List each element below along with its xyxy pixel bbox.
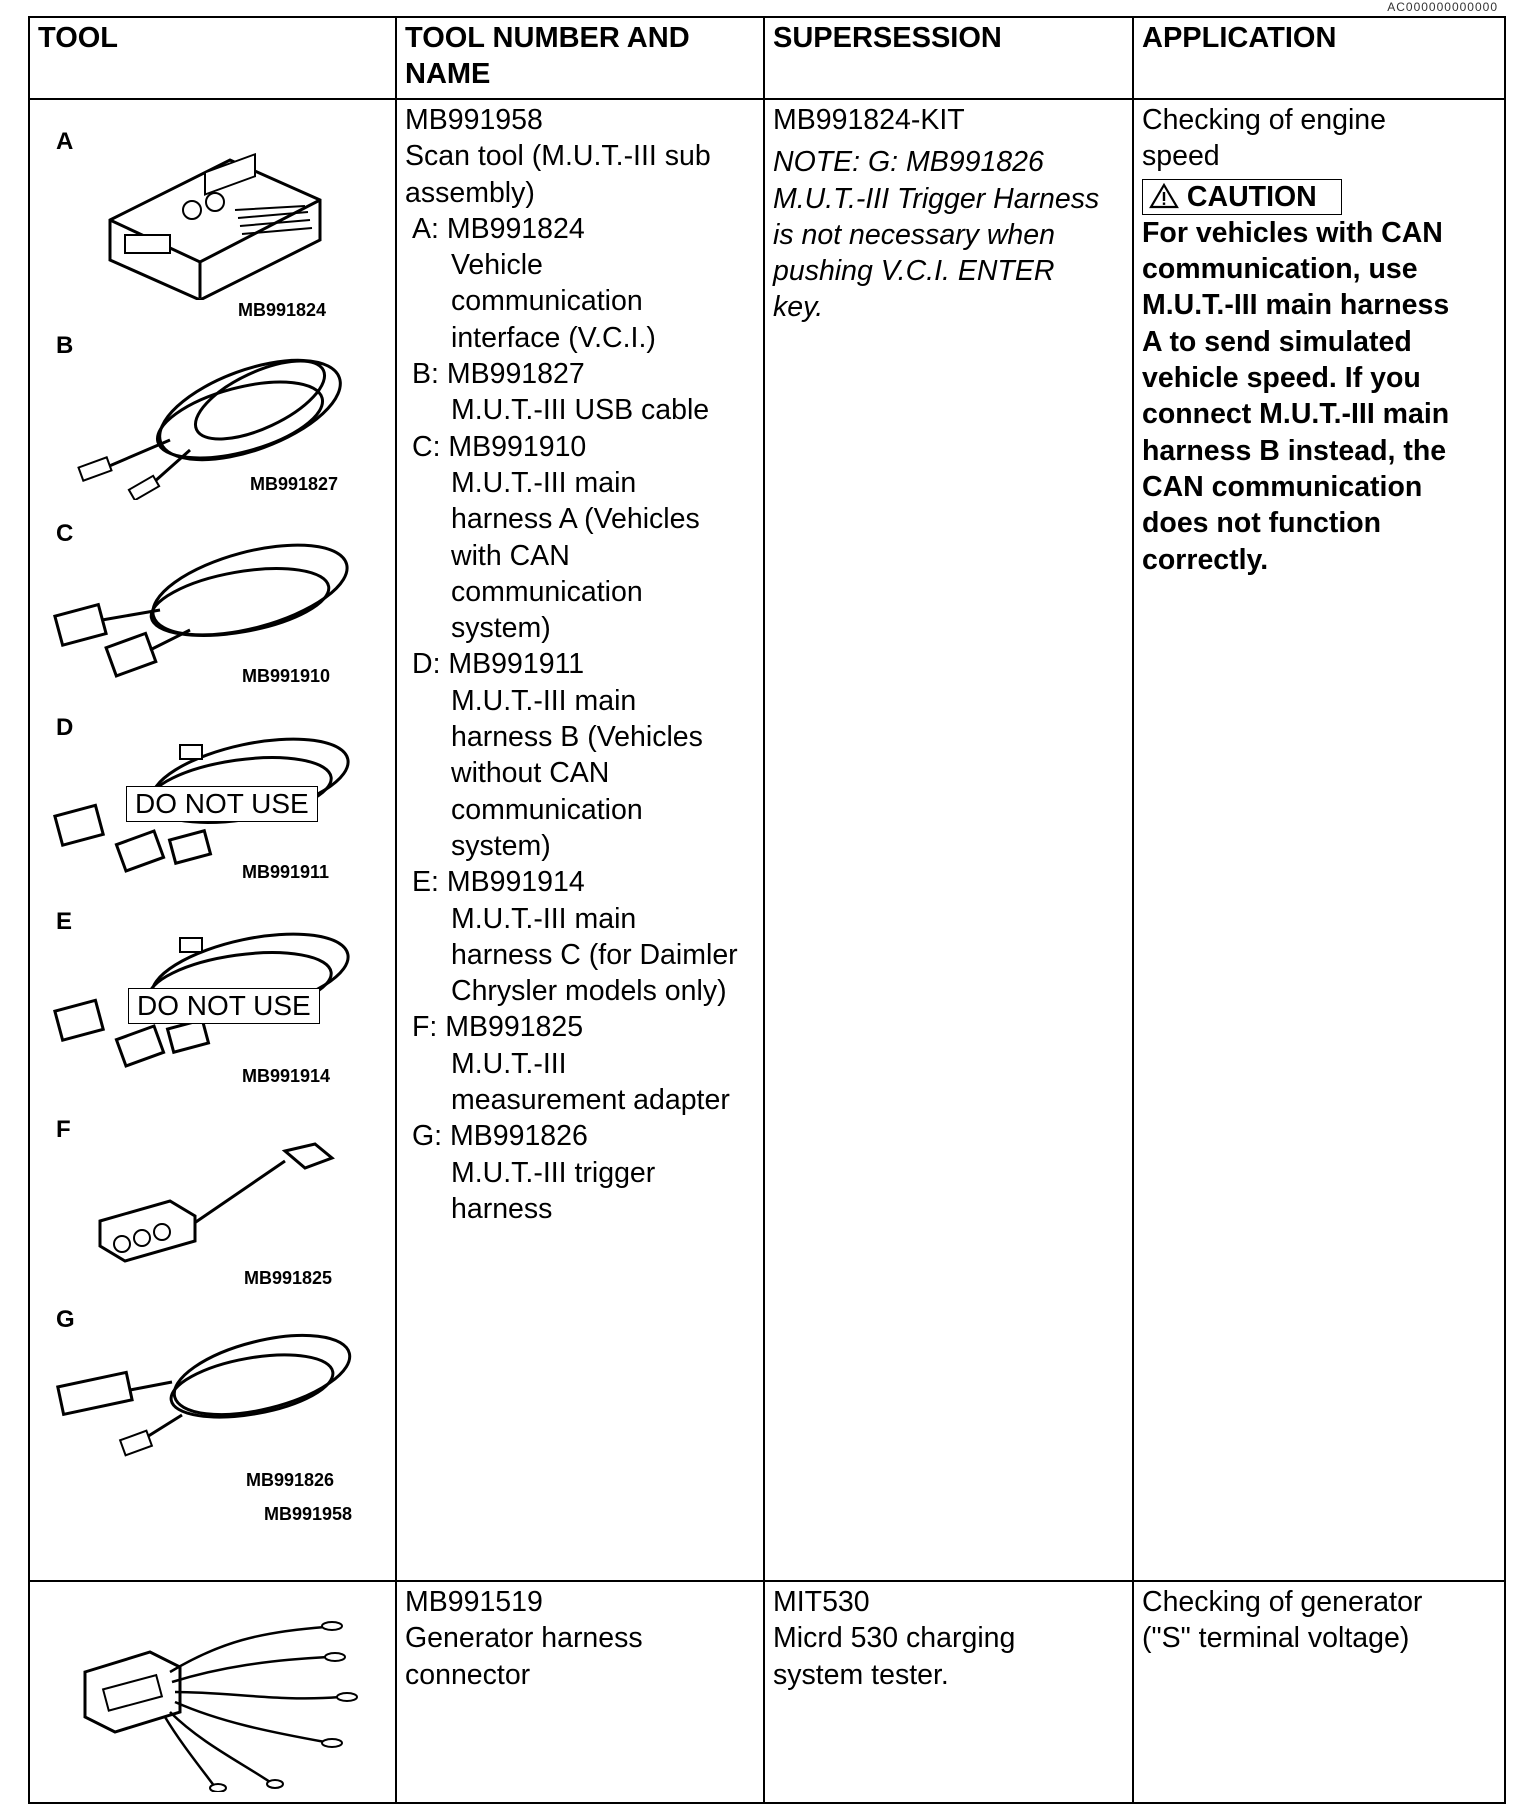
- supersession-line: Micrd 530 charging: [773, 1622, 1016, 1655]
- part-id: B: MB991827: [412, 358, 585, 391]
- tool-label-e: E: [56, 908, 73, 935]
- do-not-use-label-d: DO NOT USE: [126, 786, 318, 822]
- caution-label: CAUTION: [1186, 180, 1317, 213]
- table-row: [29, 99, 1505, 1581]
- main-harness-a-illustration: [50, 530, 370, 680]
- header-tool: TOOL: [29, 17, 396, 99]
- tool-number-name-cell: [396, 1581, 764, 1803]
- part-desc: M.U.T.-III trigger: [451, 1156, 656, 1189]
- warning-triangle-icon: [1149, 183, 1179, 209]
- caution-line: A to send simulated: [1142, 325, 1412, 358]
- note-line: M.U.T.-III Trigger Harness: [773, 182, 1100, 215]
- part-desc: M.U.T.-III USB cable: [451, 394, 710, 427]
- application-line: speed: [1142, 140, 1220, 173]
- application-cell: [1133, 1581, 1505, 1803]
- caution-text: [1142, 215, 1496, 578]
- measurement-adapter-illustration: [70, 1136, 350, 1276]
- part-desc: M.U.T.-III main: [451, 902, 637, 935]
- caution-line: connect M.U.T.-III main: [1142, 398, 1450, 431]
- part-number-f: MB991825: [244, 1268, 333, 1288]
- note-line: is not necessary when: [773, 218, 1055, 251]
- part-desc: with CAN: [451, 539, 570, 572]
- tool-illustration-cell: [29, 1581, 396, 1803]
- supersession-line: system tester.: [773, 1658, 949, 1691]
- part-desc: communication: [451, 285, 643, 318]
- caution-line: does not function: [1142, 507, 1382, 540]
- application-line: ("S" terminal voltage): [1142, 1622, 1410, 1655]
- tool-illustrations-cell: [29, 99, 396, 1581]
- header-supersession: SUPERSESSION: [764, 17, 1133, 99]
- part-number-kit: MB991958: [264, 1504, 353, 1524]
- part-desc: Vehicle: [451, 249, 543, 282]
- part-number-b: MB991827: [250, 474, 339, 494]
- header-row: [29, 17, 1505, 99]
- part-desc: M.U.T.-III main: [451, 466, 637, 499]
- do-not-use-label-e: DO NOT USE: [128, 988, 320, 1024]
- document-id: AC000000000000: [1387, 0, 1498, 14]
- tool-number: MB991519: [405, 1586, 543, 1618]
- trigger-harness-illustration: [52, 1320, 372, 1460]
- caution-line: vehicle speed. If you: [1142, 362, 1421, 395]
- tool-label-g: G: [56, 1306, 75, 1333]
- part-number-g: MB991826: [246, 1470, 335, 1490]
- supersession-cell: [764, 1581, 1133, 1803]
- header-application: APPLICATION: [1133, 17, 1505, 99]
- part-desc: M.U.T.-III: [451, 1047, 567, 1080]
- part-desc: M.U.T.-III main: [451, 684, 637, 717]
- tool-label-d: D: [56, 714, 74, 741]
- part-desc: system): [451, 612, 551, 645]
- part-id: D: MB991911: [412, 648, 585, 681]
- part-desc: without CAN: [451, 757, 610, 790]
- table-row: [29, 1581, 1505, 1803]
- special-tools-table: [28, 16, 1506, 1804]
- generator-harness-connector-illustration: [70, 1602, 370, 1792]
- part-id: E: MB991914: [412, 866, 585, 899]
- header-tool-number-name: TOOL NUMBER AND NAME: [396, 17, 764, 99]
- application-line: Checking of generator: [1142, 1586, 1423, 1618]
- supersession-cell: [764, 99, 1133, 1581]
- supersession-number: MB991824-KIT: [773, 104, 965, 136]
- caution-line: For vehicles with CAN: [1142, 216, 1443, 249]
- tool-number-name-cell: [396, 99, 764, 1581]
- note-line: NOTE: G: MB991826: [773, 146, 1044, 179]
- tool-name-line: Scan tool (M.U.T.-III sub: [405, 140, 711, 173]
- caution-line: CAN communication: [1142, 470, 1423, 503]
- tool-label-b: B: [56, 332, 74, 359]
- application-cell: [1133, 99, 1505, 1581]
- part-number-a: MB991824: [238, 300, 327, 320]
- part-desc: communication: [451, 793, 643, 826]
- part-number-e: MB991914: [242, 1066, 331, 1086]
- part-number-c: MB991910: [242, 666, 331, 686]
- part-id: G: MB991826: [412, 1120, 588, 1153]
- tool-label-f: F: [56, 1116, 71, 1143]
- part-id: F: MB991825: [412, 1011, 584, 1044]
- vci-illustration: [80, 140, 340, 300]
- supersession-line: MIT530: [773, 1586, 870, 1618]
- tool-label-a: A: [56, 128, 74, 155]
- tool-name-line: assembly): [405, 176, 535, 209]
- part-desc: interface (V.C.I.): [451, 321, 656, 354]
- tool-name-line: connector: [405, 1658, 531, 1691]
- part-id: A: MB991824: [412, 212, 585, 245]
- tool-label-c: C: [56, 520, 74, 547]
- part-desc: harness A (Vehicles: [451, 503, 700, 536]
- part-desc: harness C (for Daimler: [451, 938, 738, 971]
- tool-number: MB991958: [405, 104, 543, 136]
- part-desc: system): [451, 829, 551, 862]
- supersession-note: [773, 144, 1124, 325]
- note-line: key.: [773, 291, 824, 324]
- part-number-d: MB991911: [242, 862, 330, 882]
- part-desc: communication: [451, 575, 643, 608]
- caution-line: correctly.: [1142, 543, 1269, 576]
- application-line: Checking of engine: [1142, 104, 1387, 136]
- part-desc: measurement adapter: [451, 1084, 730, 1117]
- caution-box: [1142, 179, 1342, 215]
- note-line: pushing V.C.I. ENTER: [773, 255, 1055, 288]
- caution-line: harness B instead, the: [1142, 434, 1447, 467]
- part-id: C: MB991910: [412, 430, 587, 463]
- tool-name-line: Generator harness: [405, 1622, 643, 1655]
- caution-line: communication, use: [1142, 253, 1418, 286]
- part-desc: harness: [451, 1192, 553, 1225]
- caution-line: M.U.T.-III main harness: [1142, 289, 1450, 322]
- part-desc: harness B (Vehicles: [451, 721, 703, 754]
- part-desc: Chrysler models only): [451, 975, 727, 1008]
